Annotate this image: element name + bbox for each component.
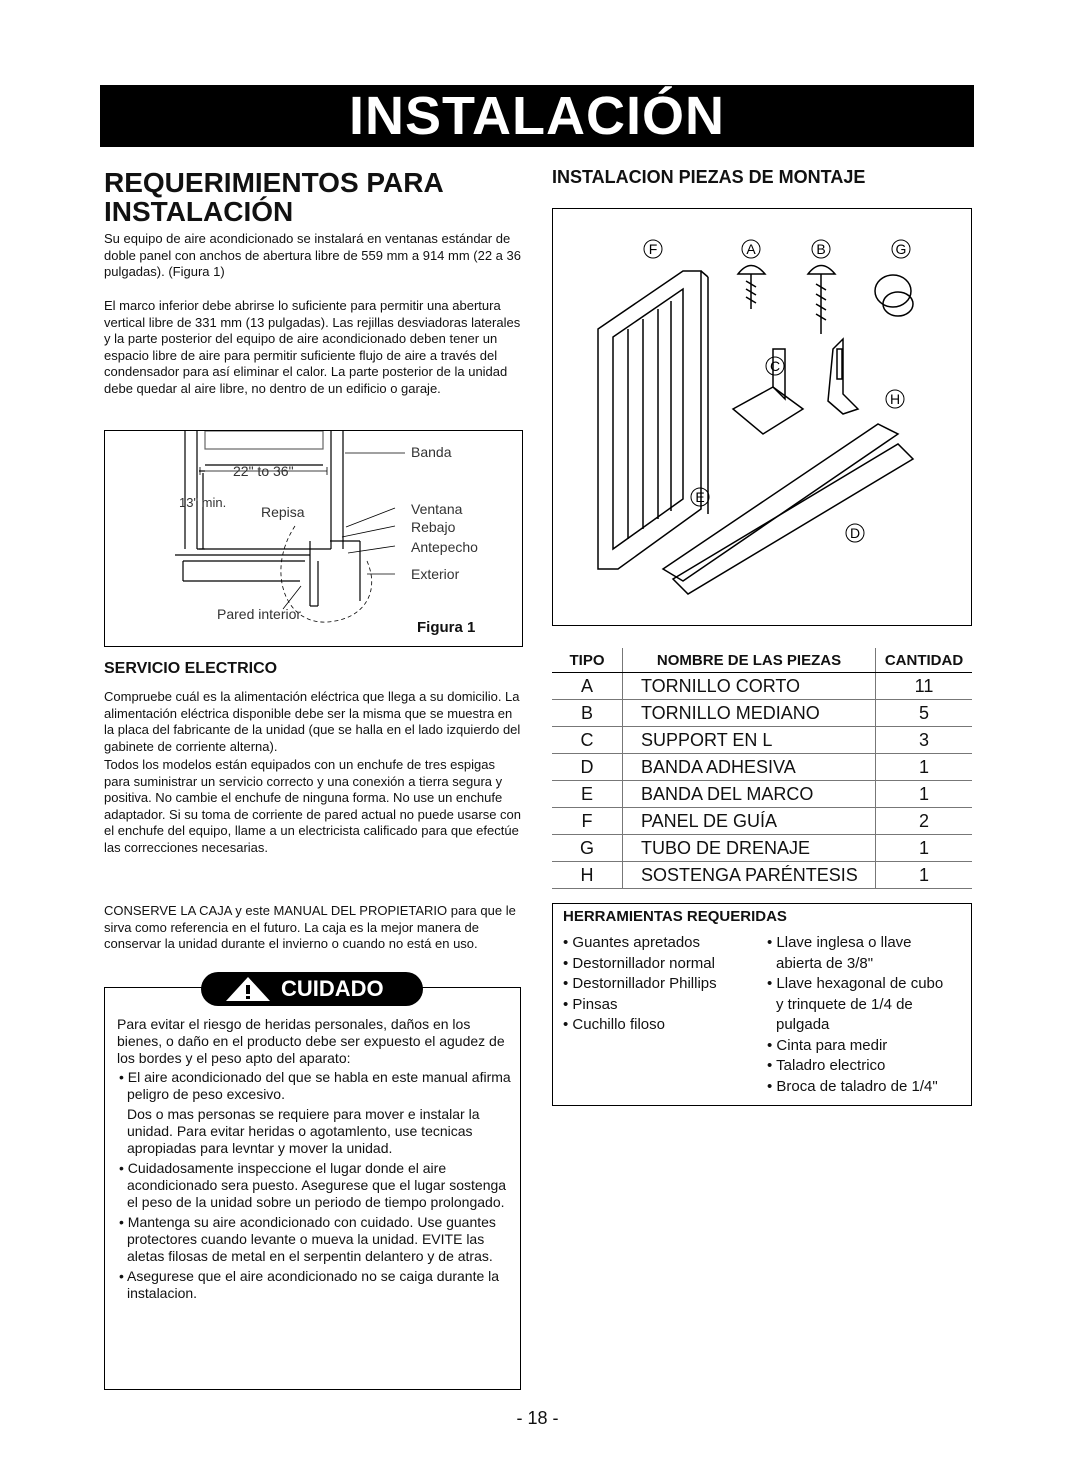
service-paragraph-3: CONSERVE LA CAJA y este MANUAL DEL PROPIETARIO para que le sirva como referencia en el futuro. La caja es la mejor manera de conservar la unidad durante el invierno o cuando no está en uso. — [104, 903, 516, 951]
pared-label: Pared interior — [217, 606, 302, 622]
intro-paragraph: Su equipo de aire acondicionado se instalará en ventanas estándar de doble panel con anchos de abertura libre de 559 mm a 914 mm (22 a 36 pulgadas). (Figura 1) — [104, 231, 521, 279]
table-row — [552, 808, 972, 835]
exterior-label: Exterior — [411, 566, 460, 582]
warning-icon — [225, 976, 271, 1002]
table-row — [552, 727, 972, 754]
table-row — [552, 700, 972, 727]
tool-item: • Destornillador normal — [563, 954, 715, 972]
repisa-label: Repisa — [261, 504, 305, 520]
parts-diagram — [553, 209, 971, 625]
caution-box — [104, 976, 521, 1390]
table-row — [552, 781, 972, 808]
row-part-name: TUBO DE DRENAJE — [623, 835, 876, 862]
figure-letter: C — [769, 358, 781, 374]
row-type: F — [552, 808, 623, 835]
row-quantity: 2 — [876, 808, 973, 835]
tool-item: • Destornillador Phillips — [563, 975, 717, 992]
row-part-name: SUPPORT EN L — [623, 727, 876, 754]
tools-heading: HERRAMIENTAS REQUERIDAS — [563, 908, 787, 925]
parts-table — [552, 648, 972, 889]
table-header-row — [552, 648, 972, 673]
tools-list-left — [563, 933, 717, 1036]
parts-heading: INSTALACION PIEZAS DE MONTAJE — [552, 167, 866, 187]
tool-item: pulgada — [776, 1016, 830, 1033]
row-type: A — [552, 673, 623, 700]
ventana-label: Ventana — [411, 501, 463, 517]
rebajo-label: Rebajo — [411, 519, 456, 535]
figure-letter: G — [895, 241, 907, 257]
row-part-name: SOSTENGA PARÉNTESIS — [623, 862, 876, 889]
row-part-name: BANDA ADHESIVA — [623, 754, 876, 781]
service-heading: SERVICIO ELECTRICO — [104, 660, 278, 677]
parts-figure — [552, 208, 972, 626]
figure-letter: A — [746, 241, 756, 257]
table-row — [552, 754, 972, 781]
row-part-name: PANEL DE GUÍA — [623, 808, 876, 835]
figure-letter: H — [889, 391, 901, 407]
caution-intro: Para evitar el riesgo de heridas personales, daños en los bienes, o daño en el producto debe ser expuesto el agudez de los bordes y el peso apto del aparato: — [117, 1016, 505, 1066]
figure-caption: Figura 1 — [417, 619, 476, 636]
width-label: 22" to 36" — [233, 463, 294, 479]
caution-item: Dos o mas personas se requiere para mover e instalar la unidad. Para evitar heridas o agotamlento, use tecnicas apropiadas para levntar y mover la unidad. — [127, 1106, 480, 1156]
figure-letter: B — [816, 241, 826, 257]
caution-item: • Cuidadosamente inspeccione el lugar donde el aire acondicionado sera puesto. Asegurese que el lugar sostenga el peso de la unidad sobre un periodo de tiempo prolongado. — [119, 1160, 507, 1210]
caution-item: • Mantenga su aire acondicionado con cuidado. Use guantes protectores cuando levante o mueva la unidad. EVITE las aletas filosas de metal en el serpentin delantero y de atras. — [119, 1214, 496, 1264]
caution-item: • El aire acondicionado del que se habla en este manual afirma peligro de peso excesivo. — [119, 1069, 511, 1102]
figure-letter: F — [648, 241, 658, 257]
antepecho-label: Antepecho — [411, 539, 478, 555]
table-row — [552, 673, 972, 700]
caution-item: • Asegurese que el aire acondicionado no se caiga durante la instalacion. — [119, 1268, 500, 1301]
row-part-name: TORNILLO MEDIANO — [623, 700, 876, 727]
row-quantity: 11 — [876, 673, 973, 700]
page-number: - 18 - — [516, 1408, 559, 1428]
tool-item: • Cuchillo filoso — [563, 1016, 665, 1033]
section-heading — [104, 168, 524, 226]
row-quantity: 1 — [876, 862, 973, 889]
figure-letter: D — [849, 525, 861, 541]
tool-item: • Cinta para medir — [767, 1036, 888, 1054]
caution-body — [117, 1016, 512, 1305]
row-part-name: BANDA DEL MARCO — [623, 781, 876, 808]
header-tipo: TIPO — [552, 648, 623, 673]
tool-item: • Broca de taladro de 1/4" — [767, 1077, 938, 1095]
row-type: C — [552, 727, 623, 754]
tool-item: • Llave inglesa o llave — [767, 934, 912, 951]
caution-list — [117, 1069, 512, 1302]
banda-label: Banda — [411, 444, 452, 460]
row-quantity: 3 — [876, 727, 973, 754]
row-type: H — [552, 862, 623, 889]
service-paragraph-2: Todos los modelos están equipados con un enchufe de tres espigas para suministrar un servicio correcto y una conexión a tierra segura y positiva. No cambie el enchufe de ninguna forma. No use un enchufe adaptador. Si su toma de corriente de pared actual no puede usarse con el enchufe del equipo, llame a un electricista calificado para que efectúe las correcciones necesarias. — [104, 757, 522, 855]
tool-item: y trinquete de 1/4 de — [776, 995, 913, 1013]
row-type: B — [552, 700, 623, 727]
tool-item: • Guantes apretados — [563, 934, 701, 951]
row-type: D — [552, 754, 623, 781]
service-paragraph-1: Compruebe cuál es la alimentación eléctrica que llega a su domicilio. La alimentación eléctrica disponible debe ser la misma que se muestra en la placa del fabricante de la unidad (que se halla en el lado izquierdo del gabinete de corriente alterna). — [104, 689, 521, 754]
tool-item: abierta de 3/8" — [776, 954, 874, 972]
height-label: 13" min. — [179, 495, 227, 510]
page-banner: INSTALACIÓN — [100, 85, 974, 147]
row-quantity: 1 — [876, 781, 973, 808]
opening-paragraph: El marco inferior debe abrirse lo suficiente para permitir una abertura vertical libre de 331 mm (13 pulgadas). Las rejillas desviadoras laterales y la parte posterior del equipo de aire acondicionado deben tener un espacio libre de aire para permitir suficiente flujo de aire a través del condensador para así eliminar el calor. La parte posterior de la unidad debe quedar al aire libre, no dentro de un edificio o garaje. — [104, 298, 521, 396]
header-nombre: NOMBRE DE LAS PIEZAS — [623, 648, 876, 673]
row-quantity: 1 — [876, 835, 973, 862]
figure-letter: E — [695, 489, 705, 505]
heading-line-1: REQUERIMIENTOS PARA — [104, 167, 444, 198]
row-quantity: 1 — [876, 754, 973, 781]
window-figure — [104, 430, 523, 647]
row-type: E — [552, 781, 623, 808]
header-cantidad: CANTIDAD — [876, 648, 973, 673]
tools-list-right — [767, 933, 943, 1097]
caution-badge — [201, 972, 423, 1006]
heading-line-2: INSTALACIÓN — [104, 196, 294, 227]
row-type: G — [552, 835, 623, 862]
table-row — [552, 862, 972, 889]
table-row — [552, 835, 972, 862]
row-quantity: 5 — [876, 700, 973, 727]
tools-box — [552, 903, 972, 1106]
row-part-name: TORNILLO CORTO — [623, 673, 876, 700]
caution-label: CUIDADO — [281, 976, 384, 1001]
tool-item: • Llave hexagonal de cubo — [767, 975, 944, 992]
tool-item: • Taladro electrico — [767, 1057, 886, 1074]
tool-item: • Pinsas — [563, 995, 618, 1013]
